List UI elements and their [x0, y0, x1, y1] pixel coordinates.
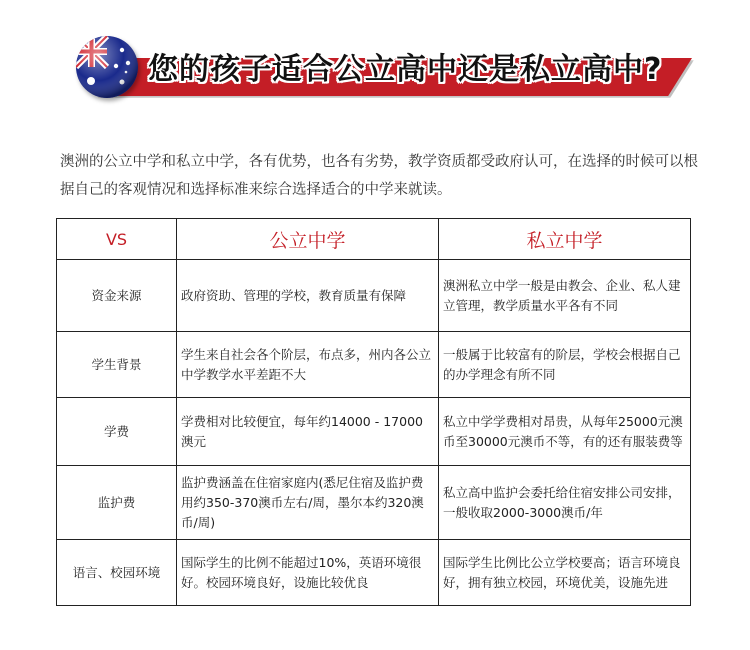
- table-row: [57, 466, 691, 540]
- private-cell: 私立中学学费相对昂贵，从每年25000元澳币至30000元澳币不等，有的还有服装费等: [439, 398, 691, 466]
- row-label: 监护费: [57, 466, 177, 540]
- private-cell: 国际学生比例比公立学校要高；语言环境良好，拥有独立校园，环境优美，设施先进: [439, 540, 691, 606]
- table-row: [57, 332, 691, 398]
- page-title: 您的孩子适合公立高中还是私立高中?: [148, 52, 663, 87]
- public-cell: 学生来自社会各个阶层，布点多，州内各公立中学教学水平差距不大: [177, 332, 439, 398]
- comparison-table: [56, 218, 691, 606]
- header-public-school: 公立中学: [177, 219, 439, 260]
- public-cell: 政府资助、管理的学校，教育质量有保障: [177, 260, 439, 332]
- private-cell: 一般属于比较富有的阶层，学校会根据自己的办学理念有所不同: [439, 332, 691, 398]
- row-label: 语言、校园环境: [57, 540, 177, 606]
- header-private-school: 私立中学: [439, 219, 691, 260]
- table-row: [57, 260, 691, 332]
- public-cell: 监护费涵盖在住宿家庭内(悉尼住宿及监护费用约350-370澳币左右/周，墨尔本约320澳币/周): [177, 466, 439, 540]
- row-label: 学费: [57, 398, 177, 466]
- private-cell: 澳洲私立中学一般是由教会、企业、私人建立管理，教学质量水平各有不同: [439, 260, 691, 332]
- row-label: 资金来源: [57, 260, 177, 332]
- table-header-row: [57, 219, 691, 260]
- public-cell: 国际学生的比例不能超过10%，英语环境很好。校园环境良好，设施比较优良: [177, 540, 439, 606]
- intro-paragraph: 澳洲的公立中学和私立中学，各有优势，也各有劣势，教学资质都受政府认可，在选择的时候可以根据自己的客观情况和选择标准来综合选择适合的中学来就读。: [60, 154, 698, 198]
- australia-flag-icon: [76, 36, 138, 98]
- row-label: 学生背景: [57, 332, 177, 398]
- table-row: [57, 398, 691, 466]
- header-vs: VS: [57, 219, 177, 260]
- title-banner: [76, 44, 692, 96]
- private-cell: 私立高中监护会委托给住宿安排公司安排，一般收取2000-3000澳币/年: [439, 466, 691, 540]
- public-cell: 学费相对比较便宜，每年约14000 - 17000澳元: [177, 398, 439, 466]
- table-row: [57, 540, 691, 606]
